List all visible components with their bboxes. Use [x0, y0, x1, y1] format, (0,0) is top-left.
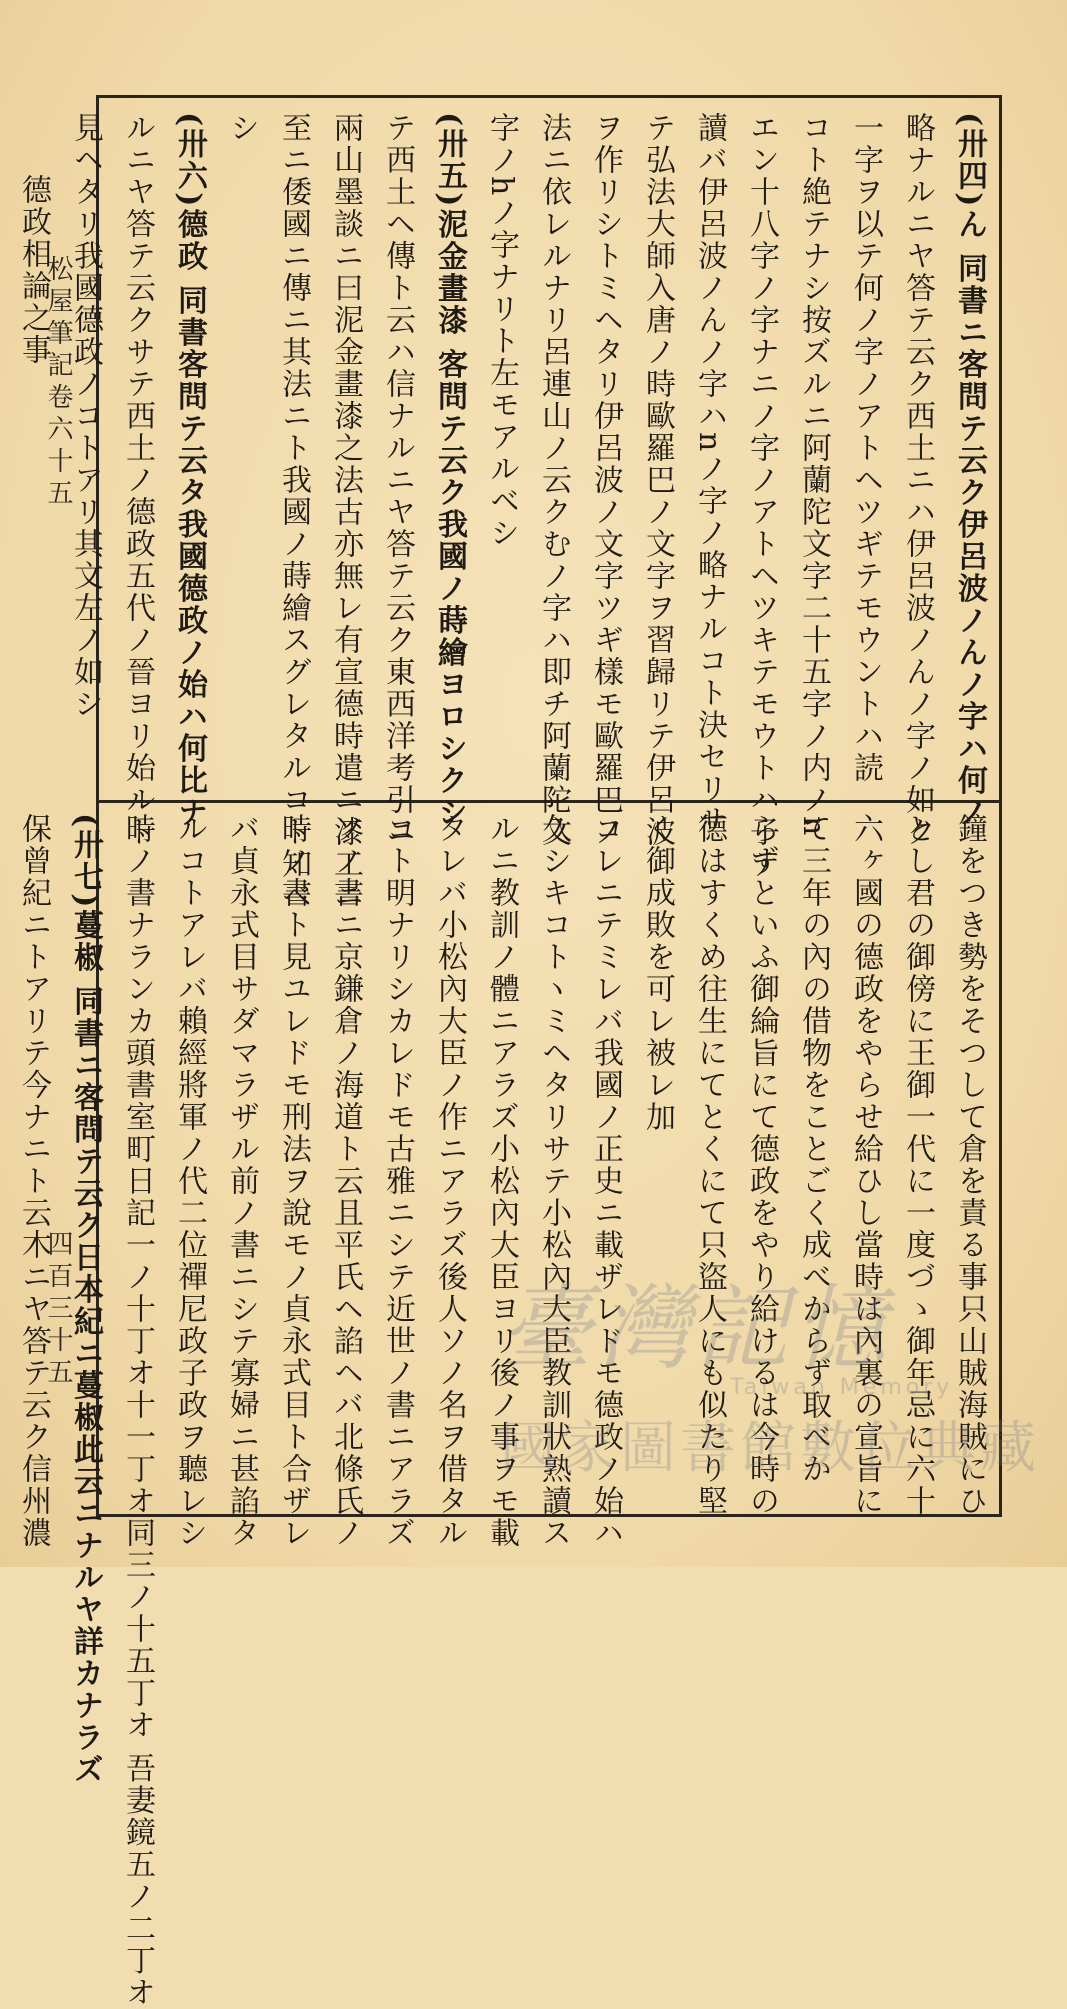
text-line: て三年の內の借物をことごく成べからず取べか [796, 813, 831, 1485]
text-line: 見ヘタリ我國德政ノコトアリ其文左ノ如シ [68, 112, 103, 720]
text-line: テ西土ヘ傳ト云ハ信ナルニヤ答テ云ク東西洋考引ニ [380, 112, 415, 848]
text-line: バ貞永式目サダマラザル前ノ書ニシテ寡婦ニ甚諂タ [224, 813, 259, 1549]
text-line [0, 112, 7, 792]
text-line: エン十八字ノ字ナニノ字ノアトヘツキテモウトハ子テ [744, 112, 779, 880]
text-line: 德はすくめ往生にてとくにて只盜人にも似たり堅 [692, 813, 727, 1517]
text-line: ヲ作リシトミヘタリ伊呂波ノ文字ツギ樣モ歐羅巴ノ [588, 112, 623, 848]
page-number: 四百三十五 [43, 1230, 73, 1390]
text-line: ソノ書ニ京鎌倉ノ海道ト云且平氏ヘ諂ヘバ北條氏ノ [328, 813, 363, 1549]
text-line: コト絶テナシ按ズルニ阿蘭陀文字二十五字ノ内ノn [796, 112, 831, 838]
text-line: シ [224, 112, 259, 144]
text-line [0, 813, 7, 1503]
watermark-logo-text: 臺灣記憶 [500, 1275, 893, 1382]
text-line: 至ニ倭國ニ傳ニ其法ニト我國ノ蒔繪スグレタルコト知ベ [276, 112, 311, 912]
text-line: 讀バ伊呂波ノんノ字ハnノ字ノ略ナルコト決セリサ [692, 112, 727, 838]
text-line: コト明ナリシカレドモ古雅ニシテ近世ノ書ニアラズ [380, 813, 415, 1549]
text-line: 保曾紀ニトアリテ今ナニト云木ニヤ答テ云ク信州濃 [16, 813, 51, 1549]
text-line: (卅五)泥金畫漆 客問テ云ク我國ノ蒔繪ヨロシクシ [432, 112, 467, 829]
text-line: (卅六)德政 同書客問テ云タ我國德政ノ始ハ何比ナ [172, 112, 207, 829]
text-line: 德政相論之事 [16, 174, 51, 366]
text-line: ルニ教訓ノ體ニアラズ小松內大臣ヨリ後ノ事ヲモ載 [484, 813, 519, 1549]
text-line: らずといふ御綸旨にて德政をやり給けるは今時の [744, 813, 779, 1517]
text-line: テ弘法大師入唐ノ時歐羅巴ノ文字ヲ習歸リテ伊呂波 [640, 112, 675, 848]
watermark-library-name: 國家圖書館數位典藏 [500, 1416, 1040, 1481]
running-title: 松屋筆記卷六十五 [43, 255, 73, 511]
watermark-english: Taiwan Memory [730, 1375, 954, 1400]
text-line: (卅七)蔓椒 同書ニ客問テ云ク日本紀ニ蔓椒此云ニナルヤ詳カナラズ [68, 813, 103, 1786]
text-line: 法ニ依レルナリ呂連山ノ云クむノ字ハ即チ阿蘭陀文 [536, 112, 571, 848]
text-line: タレバ小松內大臣ノ作ニアラズ後人ソノ名ヲ借タル [432, 813, 467, 1549]
text-line: 一字ヲ以テ何ノ字ノアトヘツギテモウントハ読 [848, 112, 883, 784]
text-line: 字ノhノ字ナリト左モアルベシ [484, 112, 519, 550]
text-line: とし君の御傍に王御一代に一度づゝ御年忌に六十 [900, 813, 935, 1517]
text-line: 六ヶ國の德政をやらせ給ひし當時は內裏の宣旨に [848, 813, 883, 1517]
text-line: 時ノ書ナランカ頭書室町日記一ノ十丁オ十一丁オ同三ノ十五丁オ 吾妻鏡五ノ二丁オ [120, 813, 155, 2009]
text-line: 鐘をつき勢をそつして倉を責る事只山賊海賊にひ [952, 813, 987, 1517]
text-line: (卅四)ん 同書ニ客問テ云ク伊呂波ノんノ字ハ何ノ [952, 112, 987, 829]
text-line: コレニテミレバ我國ノ正史ニ載ザレドモ德政ノ始ハ [588, 813, 623, 1549]
text-line: 兩山墨談ニ曰泥金畫漆之法古亦無レ有宣德時遣ニ漆工ニ [328, 112, 363, 912]
text-line: 時ノ書ト見ユレドモ刑法ヲ說モノ貞永式目ト合ザレ [276, 813, 311, 1549]
text-line: ルニヤ答テ云クサテ西土ノ德政五代ノ晉ヨリ始ルト [120, 112, 155, 848]
text-line: ルコトアレバ賴經將軍ノ代二位禪尼政子政ヲ聽レシ [172, 813, 207, 1549]
text-line: 略ナルニヤ答テ云ク西土ニハ伊呂波ノんノ字ノ如ク [900, 112, 935, 848]
text-line: く御成敗を可レ被レ加 [640, 813, 675, 1133]
text-line: 久シキコトヽミヘタリサテ小松內大臣教訓狀熟讀ス [536, 813, 571, 1549]
